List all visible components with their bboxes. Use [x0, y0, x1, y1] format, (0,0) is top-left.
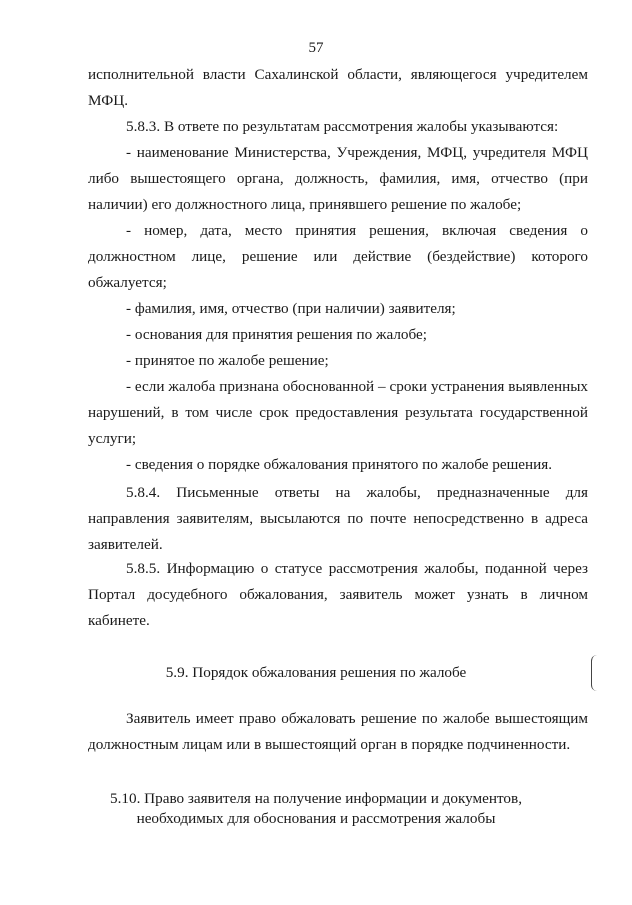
section-heading: 5.10. Право заявителя на получение информации и документов,	[110, 790, 522, 807]
text-line: наличии) его должностного лица, принявшего решение по жалобе;	[88, 196, 522, 213]
text-line: 5.8.4. Письменные ответы на жалобы, предназначенные для	[126, 484, 588, 501]
text-line: обжалуется;	[88, 274, 167, 291]
text-line: МФЦ.	[88, 92, 129, 109]
text-line: - наименование Министерства, Учреждения, МФЦ, учредителя МФЦ	[126, 144, 588, 161]
text-line: либо вышестоящего органа, должность, фамилия, имя, отчество (при	[88, 170, 588, 187]
text-line: Заявитель имеет право обжаловать решение по жалобе вышестоящим	[126, 710, 588, 727]
text-line: - если жалоба признана обоснованной – сроки устранения выявленных	[126, 378, 588, 395]
text-line: - фамилия, имя, отчество (при наличии) заявителя;	[126, 300, 456, 317]
text-line: должностным лицам или в вышестоящий орган в порядке подчиненности.	[88, 736, 571, 753]
section-heading: 5.9. Порядок обжалования решения по жалобе	[165, 664, 467, 681]
text-line: Портал досудебного обжалования, заявитель может узнать в личном	[88, 586, 588, 603]
text-line: 5.8.5. Информацию о статусе рассмотрения жалобы, поданной через	[126, 560, 588, 577]
section-heading: необходимых для обоснования и рассмотрения жалобы	[136, 810, 496, 827]
page-number: 57	[308, 40, 324, 56]
text-line: заявителей.	[88, 536, 163, 553]
text-line: исполнительной власти Сахалинской области, являющегося учредителем	[88, 66, 588, 83]
text-line: должностном лице, решение или действие (бездействие) которого	[88, 248, 588, 265]
text-line: - номер, дата, место принятия решения, включая сведения о	[126, 222, 588, 239]
text-line: кабинете.	[88, 612, 150, 629]
scan-bracket-mark	[591, 655, 600, 691]
text-line: - основания для принятия решения по жалобе;	[126, 326, 427, 343]
text-line: нарушений, в том числе срок предоставления результата государственной	[88, 404, 588, 421]
text-line: - принятое по жалобе решение;	[126, 352, 329, 369]
text-line: 5.8.3. В ответе по результатам рассмотрения жалобы указываются:	[126, 118, 559, 135]
text-line: направления заявителям, высылаются по почте непосредственно в адреса	[88, 510, 588, 527]
text-line: - сведения о порядке обжалования принятого по жалобе решения.	[126, 456, 553, 473]
text-line: услуги;	[88, 430, 137, 447]
